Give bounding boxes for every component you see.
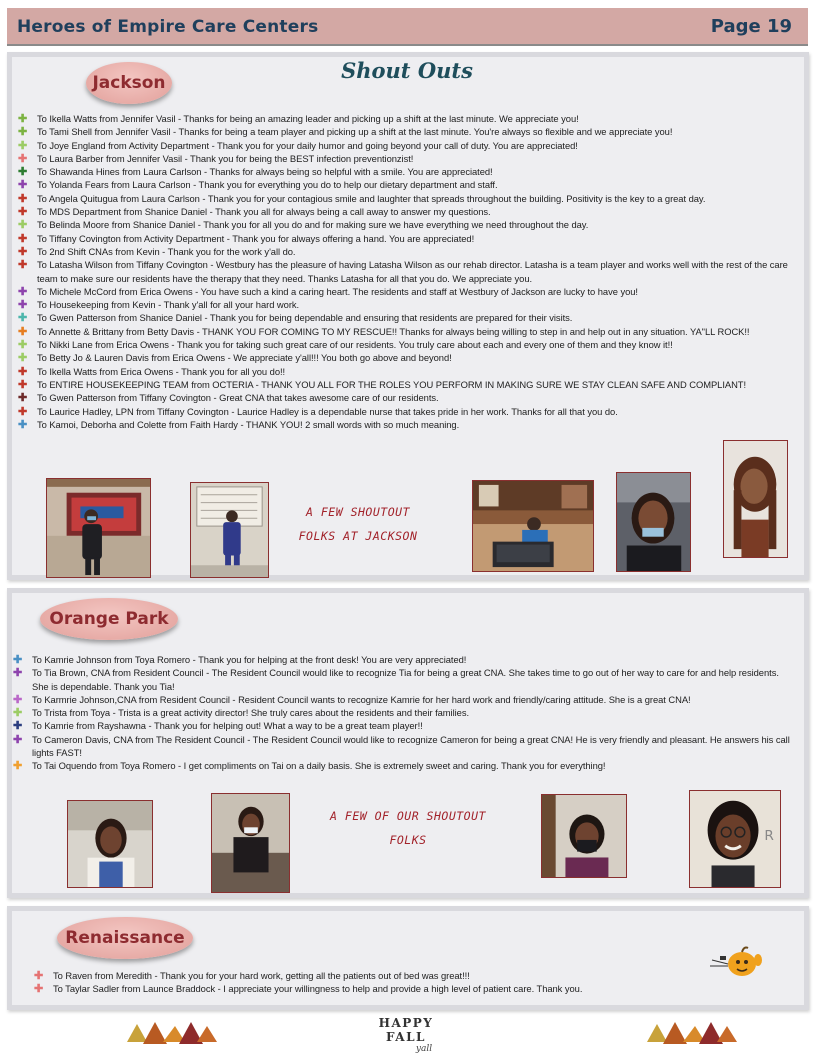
shoutout-item — [13, 311, 801, 324]
plus-icon: ✚ — [18, 418, 28, 431]
plus-icon: ✚ — [18, 126, 28, 139]
shoutout-item — [8, 666, 796, 693]
plus-icon: ✚ — [13, 760, 23, 773]
shoutout-text: To Kamrie from Rayshawna - Thank you for helping out! What a way to be a great team player!! — [32, 720, 423, 732]
shoutout-item — [13, 418, 801, 431]
shoutout-text: To Yolanda Fears from Laura Carlson - Thank you for everything you do to help our dietary department and staff. — [37, 179, 498, 191]
shoutout-text: To Trista from Toya - Trista is a great activity director! She truly cares about the residents and their families. — [32, 707, 470, 719]
shoutout-text: To Ikella Watts from Erica Owens - Thank you for all you do!! — [37, 365, 286, 377]
plus-icon: ✚ — [13, 733, 23, 746]
shoutout-text: To Cameron Davis, CNA from The Resident Council - The Resident Council would like to recognize Cameron for being a great CNA! He is very friendly and pleasant. He answers his call lights FAST! — [32, 733, 790, 759]
shoutout-text: To Ikella Watts from Jennifer Vasil - Thanks for being an amazing leader and picking up a shift at the last minute. We appreciate you! — [37, 113, 579, 124]
orange-park-photo-3 — [541, 794, 627, 878]
shoutout-item — [13, 351, 801, 364]
shoutout-item — [13, 298, 801, 311]
shoutout-text: To Belinda Moore from Shanice Daniel - Thank you for all you do and for making sure we have everything we need throughout the day. — [37, 219, 589, 231]
shoutout-text: To Raven from Meredith - Thank you for your hard work, getting all the patients out of bed was great!!! — [53, 970, 470, 981]
renaissance-shoutout-list — [29, 969, 769, 996]
shoutout-item — [13, 405, 801, 418]
shoutout-text: To Nikki Lane from Erica Owens - Thank you for taking such great care of our residents. You truly care about each and every one of them and they know it!! — [37, 339, 673, 351]
shoutout-text: To Betty Jo & Lauren Davis from Erica Owens - We appreciate y'all!!! You both go above and beyond! — [37, 352, 452, 364]
shoutout-item — [13, 139, 801, 152]
pumpkin-mascot-icon — [706, 942, 764, 982]
shoutout-text: To 2nd Shift CNAs from Kevin - Thank you for the work y'all do. — [37, 245, 296, 257]
jackson-shoutout-list — [13, 112, 801, 431]
shoutout-item — [8, 759, 796, 772]
shoutout-item — [13, 218, 801, 231]
jackson-photo-5 — [723, 440, 788, 558]
page-number: Page 19 — [710, 16, 792, 37]
orange-park-photo-4 — [689, 790, 781, 888]
plus-icon: ✚ — [18, 352, 28, 365]
shoutout-item — [29, 969, 769, 982]
happy-fall-text: HAPPY FALL — [378, 1016, 434, 1044]
shoutout-text: To Kamrie Johnson from Toya Romero - Thank you for helping at the front desk! You are very appreciated! — [32, 654, 467, 665]
shoutout-text: To Gwen Patterson from Shanice Daniel - Thank you for being dependable and ensuring that residents are prepared for their visits. — [37, 312, 573, 324]
plus-icon: ✚ — [18, 192, 28, 205]
shoutout-item — [8, 719, 796, 732]
orange-park-badge: Orange Park — [40, 598, 178, 640]
plus-icon: ✚ — [18, 113, 28, 125]
shoutout-text: To Shawanda Hines from Laura Carlson - Thanks for always being so helpful with a smile. You are appreciated! — [37, 166, 493, 178]
shoutout-item — [8, 653, 796, 666]
plus-icon: ✚ — [18, 312, 28, 325]
happy-fall-logo — [356, 1016, 456, 1054]
shoutout-text: To Michele McCord from Erica Owens - You have such a kind a caring heart. The residents and staff at Westbury of Jackson are lucky to have you! — [37, 285, 638, 297]
shoutout-item — [13, 125, 801, 138]
plus-icon: ✚ — [18, 206, 28, 219]
shoutout-text: To Karmrie Johnson,CNA from Resident Council - Resident Council wants to recognize Kamrie for her hard work and friendly/caring attitude. She is a great CNA! — [32, 693, 691, 705]
autumn-leaves-left-icon — [123, 1018, 219, 1048]
shoutout-item — [13, 165, 801, 178]
plus-icon: ✚ — [18, 325, 28, 338]
orange-park-photo-2 — [211, 793, 290, 893]
plus-icon: ✚ — [18, 139, 28, 152]
shoutout-text: To Laurice Hadley, LPN from Tiffany Covington - Laurice Hadley is a dependable nurse that takes pride in her work. Thanks for all that you do. — [37, 405, 618, 417]
jackson-badge: Jackson — [86, 62, 172, 104]
plus-icon: ✚ — [18, 392, 28, 405]
shoutout-text: To Laura Barber from Jennifer Vasil - Thank you for being the BEST infection preventionzist! — [37, 152, 414, 164]
shoutout-item — [13, 152, 801, 165]
newsletter-title: Heroes of Empire Care Centers — [17, 17, 319, 37]
shoutout-text: To Latasha Wilson from Tiffany Covington - Westbury has the pleasure of having Latasha Wilson as our rehab director. Latasha is a team player and works well with the rest of the care team to make sure our residents have the therapy that they need. Thanks Latasha for all that you do. We appreciate you. — [37, 259, 788, 284]
newsletter-header — [7, 8, 808, 46]
shoutout-item — [13, 112, 801, 125]
shoutout-text: To Annette & Brittany from Betty Davis - THANK YOU FOR COMING TO MY RESCUE!! Thanks for always being willing to step in and help out in any situation. YA"LL ROCK!! — [37, 325, 750, 337]
shoutout-item — [13, 325, 801, 338]
svg-text:R: R — [764, 827, 774, 844]
shoutout-text: To MDS Department from Shanice Daniel - Thank you all for always being a call away to answer my questions. — [37, 206, 491, 218]
autumn-leaves-right-icon — [643, 1018, 739, 1048]
shoutout-item — [29, 982, 769, 995]
plus-icon: ✚ — [18, 152, 28, 165]
yall-text: yall — [415, 1044, 433, 1054]
shoutout-item — [13, 338, 801, 351]
jackson-photo-4 — [616, 472, 691, 572]
shoutout-item — [13, 285, 801, 298]
plus-icon: ✚ — [18, 378, 28, 391]
shoutout-text: To Angela Quitugua from Laura Carlson - Thank you for your contagious smile and laughter that spreads throughout the building. Positivity is the key to a great day. — [37, 192, 706, 204]
shoutout-text: To ENTIRE HOUSEKEEPING TEAM from OCTERIA - THANK YOU ALL FOR THE ROLES YOU PERFORM IN MAKING SURE WE STAY CLEAN SAFE AND COMPLIANT! — [37, 378, 747, 390]
shoutout-item — [13, 365, 801, 378]
plus-icon: ✚ — [18, 299, 28, 312]
shoutout-text: To Tai Oquendo from Toya Romero - I get compliments on Tai on a daily basis. She is extremely sweet and caring. Thank you for everything! — [32, 760, 606, 772]
plus-icon: ✚ — [18, 166, 28, 179]
shoutout-item — [13, 258, 801, 285]
plus-icon: ✚ — [18, 232, 28, 245]
shoutout-item — [8, 733, 796, 760]
shoutout-text: To Taylar Sadler from Launce Braddock - I appreciate your willingness to help and provide a high level of patient care. Thank you. — [53, 983, 583, 995]
plus-icon: ✚ — [18, 405, 28, 418]
shoutout-item — [13, 245, 801, 258]
plus-icon: ✚ — [13, 707, 23, 720]
plus-icon: ✚ — [18, 259, 28, 272]
shoutout-item — [13, 205, 801, 218]
shoutout-text: To Tia Brown, CNA from Resident Council - The Resident Council would like to recognize Tia for being a great CNA. She takes time to go out of her way to care for and help residents. She is dependable. Thank you Tia! — [32, 667, 779, 692]
plus-icon: ✚ — [34, 970, 44, 982]
shoutout-item — [13, 391, 801, 404]
shoutout-text: To Tami Shell from Jennifer Vasil - Thanks for being a team player and picking up a shift at the last minute. You're always so flexible and we appreciate you! — [37, 126, 673, 138]
plus-icon: ✚ — [18, 179, 28, 192]
shoutout-item — [13, 378, 801, 391]
shoutout-text: To Kamoi, Deborha and Colette from Faith Hardy - THANK YOU! 2 small words with so much meaning. — [37, 418, 460, 430]
jackson-photo-3 — [472, 480, 594, 572]
plus-icon: ✚ — [18, 285, 28, 298]
plus-icon: ✚ — [13, 667, 23, 680]
plus-icon: ✚ — [18, 219, 28, 232]
shoutout-item — [13, 232, 801, 245]
plus-icon: ✚ — [13, 654, 23, 666]
jackson-photo-caption: A FEW SHOUTOUT FOLKS AT JACKSON — [298, 505, 418, 543]
shoutout-item — [8, 693, 796, 706]
shoutout-text: To Joye England from Activity Department - Thank you for your daily humor and going beyond your call of duty. You are appreciated! — [37, 139, 578, 151]
shoutout-text: To Tiffany Covington from Activity Department - Thank you for always offering a hand. You are appreciated! — [37, 232, 475, 244]
shoutout-item — [13, 178, 801, 191]
shoutout-text: To Housekeeping from Kevin - Thank y'all for all your hard work. — [37, 299, 300, 311]
plus-icon: ✚ — [18, 245, 28, 258]
renaissance-badge: Renaissance — [57, 917, 193, 959]
plus-icon: ✚ — [18, 339, 28, 352]
jackson-photo-1 — [46, 478, 151, 578]
shoutout-item — [8, 706, 796, 719]
shoutout-text: To Gwen Patterson from Tiffany Covington - Great CNA that takes awesome care of our residents. — [37, 392, 439, 404]
plus-icon: ✚ — [13, 693, 23, 706]
plus-icon: ✚ — [13, 720, 23, 733]
jackson-photo-2 — [190, 482, 269, 578]
orange-park-photo-1 — [67, 800, 153, 888]
orange-park-shoutout-list — [8, 653, 796, 773]
shout-outs-title: Shout Outs — [341, 58, 473, 83]
plus-icon: ✚ — [34, 983, 44, 996]
shoutout-item — [13, 192, 801, 205]
orange-park-photo-caption: A FEW OF OUR SHOUTOUT FOLKS — [330, 809, 486, 847]
plus-icon: ✚ — [18, 365, 28, 378]
